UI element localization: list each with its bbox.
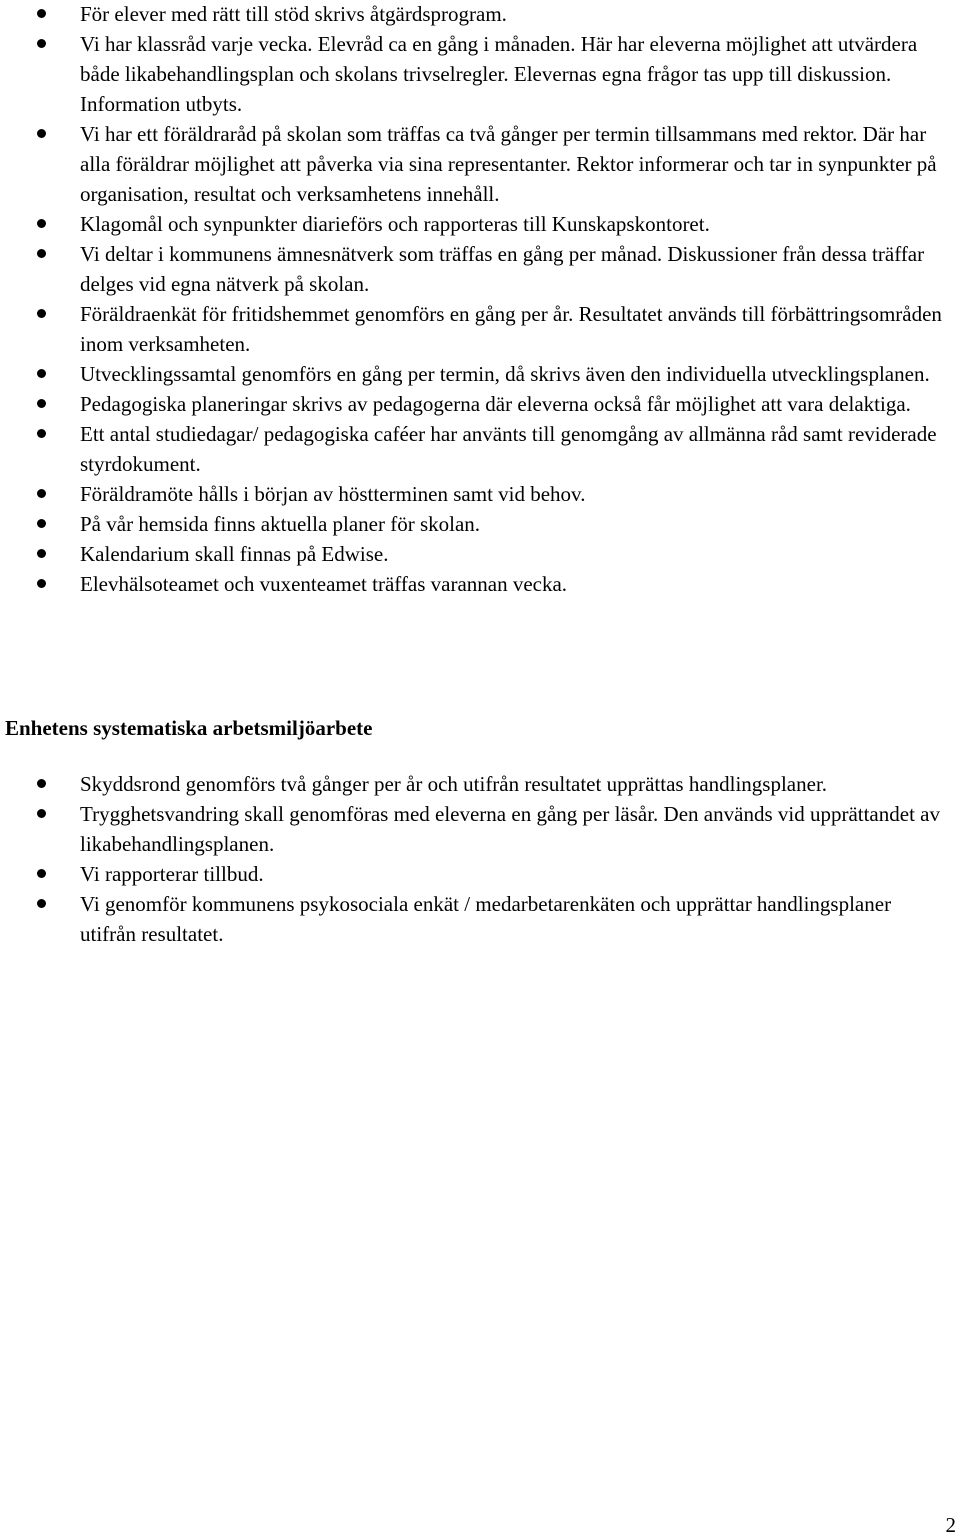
list-item (0, 209, 960, 239)
list-item-text: Utvecklingssamtal genomförs en gång per termin, då skrivs även den individuella utvecklingsplanen. (80, 362, 930, 386)
list-item-text: Vi har ett föräldraråd på skolan som träffas ca två gånger per termin tillsammans med rektor. Där har alla föräldrar möjlighet att påverka via sina representanter. Rektor informerar och tar in synpunkter på organisation, resultat och verksamhetens innehåll. (80, 122, 937, 206)
list-item-text: Föräldramöte hålls i början av höstterminen samt vid behov. (80, 482, 586, 506)
list-item-text: Skyddsrond genomförs två gånger per år och utifrån resultatet upprättas handlingsplaner. (80, 772, 828, 796)
list-item-text: Vi deltar i kommunens ämnesnätverk som träffas en gång per månad. Diskussioner från dessa träffar delges vid egna nätverk på skolan. (80, 242, 925, 296)
list-item (0, 509, 960, 539)
list-item (0, 569, 960, 599)
page-number: 2 (945, 1513, 956, 1537)
list-item-text: För elever med rätt till stöd skrivs åtgärdsprogram. (80, 2, 507, 26)
list-item (0, 0, 960, 29)
list-item (0, 239, 960, 299)
bullet-icon (37, 579, 46, 588)
list-item-text: Elevhälsoteamet och vuxenteamet träffas varannan vecka. (80, 572, 568, 596)
bullet-icon (37, 369, 46, 378)
list-item (0, 299, 960, 359)
bullet-icon (37, 219, 46, 228)
bullet-icon (37, 129, 46, 138)
bullet-icon (37, 399, 46, 408)
list-item (0, 29, 960, 119)
bullet-icon (37, 9, 46, 18)
list-item (0, 889, 960, 949)
bullet-icon (37, 549, 46, 558)
list-item (0, 539, 960, 569)
bullet-icon (37, 899, 46, 908)
list-item (0, 769, 960, 799)
list-item (0, 859, 960, 889)
section-heading: Enhetens systematiska arbetsmiljöarbete (5, 716, 373, 740)
bullet-icon (37, 809, 46, 818)
list-item-text: Pedagogiska planeringar skrivs av pedagogerna där eleverna också får möjlighet att vara delaktiga. (80, 392, 911, 416)
list-item-text: Klagomål och synpunkter diarieförs och rapporteras till Kunskapskontoret. (80, 212, 710, 236)
bullet-icon (37, 249, 46, 258)
list-item-text: Föräldraenkät för fritidshemmet genomförs en gång per år. Resultatet används till förbättringsområden inom verksamheten. (80, 302, 942, 356)
bullet-icon (37, 519, 46, 528)
list-item-text: Vi rapporterar tillbud. (80, 862, 264, 886)
bullet-list-work-environment (0, 769, 960, 949)
bullet-list-routines (0, 0, 960, 599)
bullet-icon (37, 869, 46, 878)
list-item-text: Ett antal studiedagar/ pedagogiska caféer har använts till genomgång av allmänna råd samt reviderade styrdokument. (80, 422, 937, 476)
list-item (0, 389, 960, 419)
bullet-icon (37, 429, 46, 438)
list-item (0, 479, 960, 509)
list-item-text: Kalendarium skall finnas på Edwise. (80, 542, 389, 566)
list-item (0, 799, 960, 859)
bullet-icon (37, 489, 46, 498)
list-item (0, 119, 960, 209)
bullet-icon (37, 309, 46, 318)
list-item-text: Vi har klassråd varje vecka. Elevråd ca en gång i månaden. Här har eleverna möjlighet att utvärdera både likabehandlingsplan och skolans trivselregler. Elevernas egna frågor tas upp till diskussion. Information utbyts. (80, 32, 918, 116)
list-item-text: Trygghetsvandring skall genomföras med eleverna en gång per läsår. Den används vid upprättandet av likabehandlingsplanen. (80, 802, 940, 856)
list-item-text: På vår hemsida finns aktuella planer för skolan. (80, 512, 481, 536)
bullet-icon (37, 39, 46, 48)
list-item (0, 359, 960, 389)
list-item (0, 419, 960, 479)
bullet-icon (37, 779, 46, 788)
list-item-text: Vi genomför kommunens psykosociala enkät / medarbetarenkäten och upprättar handlingsplaner utifrån resultatet. (80, 892, 892, 946)
